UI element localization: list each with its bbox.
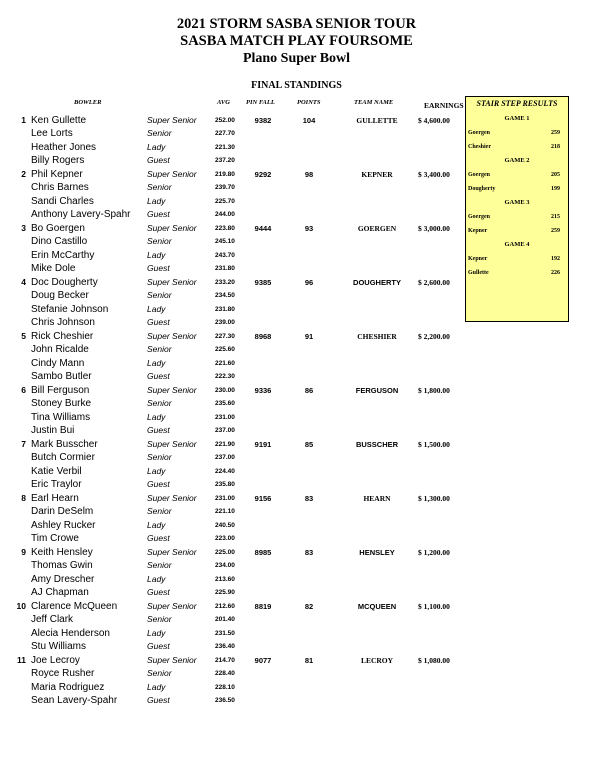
col-header-avg: AVG: [217, 99, 230, 106]
bowler-category: Super Senior: [147, 600, 197, 611]
stair-score: 226: [551, 270, 560, 276]
stair-player: Kepner: [468, 228, 488, 234]
stair-game-label: GAME 4: [504, 241, 530, 248]
team-earnings: $ 4,600.00: [418, 115, 450, 125]
stair-score: 199: [551, 186, 560, 192]
bowler-category: Super Senior: [147, 114, 197, 125]
stair-game-label: GAME 1: [504, 115, 530, 122]
bowler-average: 225.70: [215, 197, 235, 205]
table-row: [0, 613, 470, 627]
team-earnings: $ 1,200.00: [418, 547, 450, 557]
team-place: 1: [21, 114, 26, 125]
stair-score: 215: [551, 214, 560, 220]
table-row: [0, 343, 470, 357]
stair-result-row: [466, 140, 568, 154]
stair-game-label: GAME 2: [504, 157, 530, 164]
bowler-category: Lady: [147, 411, 166, 422]
table-row: [0, 262, 470, 276]
team-name: GOERGEN: [357, 223, 397, 233]
table-row: [0, 492, 470, 506]
table-row: [0, 586, 470, 600]
bowler-category: Senior: [147, 614, 172, 624]
bowler-average: 236.50: [215, 697, 235, 704]
bowler-category: Senior: [147, 236, 172, 246]
stair-score: 218: [551, 144, 560, 150]
bowler-category: Senior: [147, 128, 172, 138]
table-row: [0, 505, 470, 519]
table-row: [0, 127, 470, 141]
team-place: 4: [21, 276, 26, 287]
bowler-average: 212.60: [215, 602, 235, 610]
team-points: 96: [304, 277, 314, 287]
bowler-category: Super Senior: [147, 330, 197, 341]
table-row: [0, 559, 470, 573]
bowler-category: Senior: [147, 182, 172, 192]
stair-result-row: [466, 182, 568, 196]
bowler-category: Guest: [147, 371, 170, 381]
team-points: 83: [304, 493, 314, 503]
table-row: [0, 303, 470, 317]
team-earnings: $ 1,100.00: [418, 601, 450, 611]
table-row: [0, 397, 470, 411]
bowler-category: Super Senior: [147, 546, 197, 557]
team-earnings: $ 1,080.00: [418, 655, 450, 665]
bowler-average: 243.70: [215, 251, 235, 259]
table-row: [0, 519, 470, 533]
bowler-name: Thomas Gwin: [31, 560, 93, 571]
bowler-name: Bo Goergen: [31, 222, 85, 234]
table-row: [0, 276, 470, 290]
stair-score: 259: [551, 228, 560, 234]
bowler-average: 231.80: [215, 305, 235, 313]
team-pinfall: 9336: [254, 385, 272, 395]
bowler-name: Heather Jones: [31, 141, 97, 153]
bowler-average: 230.00: [215, 386, 235, 394]
bowler-name: Sambo Butler: [31, 371, 92, 382]
bowler-category: Guest: [147, 533, 170, 543]
stair-step-results-box: [465, 96, 569, 322]
stair-result-row: [466, 266, 568, 280]
team-pinfall: 9191: [254, 439, 272, 449]
bowler-category: Super Senior: [147, 276, 197, 287]
bowler-category: Senior: [147, 560, 172, 570]
stair-player: Kepner: [468, 256, 488, 262]
team-place: 7: [21, 438, 26, 449]
team-earnings: $ 3,400.00: [418, 169, 450, 179]
team-pinfall: 9444: [254, 223, 272, 233]
bowler-name: Stoney Burke: [31, 398, 92, 409]
bowler-average: 244.00: [215, 211, 235, 218]
team-points: 82: [304, 601, 314, 611]
stair-player: Dougherty: [468, 186, 496, 192]
team-place: 8: [21, 492, 26, 503]
table-row: [0, 235, 470, 249]
table-row: [0, 667, 470, 681]
team-pinfall: 9077: [254, 655, 272, 665]
bowler-average: 233.20: [215, 278, 235, 286]
bowler-name: John Ricalde: [31, 344, 89, 355]
bowler-average: 231.00: [215, 413, 235, 421]
bowler-name: Keith Hensley: [31, 546, 93, 558]
stair-player: Goergen: [468, 214, 490, 220]
bowler-name: Joe Lecroy: [31, 654, 80, 666]
team-name: DOUGHERTY: [353, 277, 401, 287]
stair-score: 192: [551, 256, 560, 262]
title-block: [0, 16, 593, 67]
final-standings-heading: FINAL STANDINGS: [251, 80, 342, 91]
bowler-category: Lady: [147, 681, 166, 692]
stair-game-label: GAME 3: [504, 199, 530, 206]
stair-result-row: [466, 224, 568, 238]
table-row: [0, 154, 470, 168]
bowler-name: Earl Hearn: [31, 492, 79, 504]
bowler-average: 221.30: [215, 143, 235, 151]
team-pinfall: 9156: [254, 493, 272, 503]
stair-game-header: [466, 112, 568, 126]
team-points: 104: [302, 115, 316, 125]
team-pinfall: 9385: [254, 277, 272, 287]
bowler-name: Stefanie Johnson: [31, 303, 109, 315]
bowler-average: 235.80: [215, 481, 235, 488]
stair-result-row: [466, 168, 568, 182]
team-name: HEARN: [363, 493, 391, 503]
team-name: HENSLEY: [359, 547, 395, 557]
bowler-category: Lady: [147, 627, 166, 638]
bowler-average: 252.00: [215, 116, 235, 124]
stair-player: Goergen: [468, 172, 490, 178]
bowler-category: Senior: [147, 668, 172, 678]
bowler-name: Royce Rusher: [31, 668, 95, 679]
table-row: [0, 208, 470, 222]
table-row: [0, 532, 470, 546]
team-name: BUSSCHER: [355, 439, 399, 449]
bowler-category: Guest: [147, 317, 170, 327]
team-place: 3: [21, 222, 26, 233]
bowler-category: Senior: [147, 398, 172, 408]
bowler-average: 223.00: [215, 535, 235, 542]
table-row: [0, 478, 470, 492]
bowler-average: 201.40: [215, 616, 235, 623]
team-points: 91: [304, 331, 314, 341]
stair-score: 205: [551, 172, 560, 178]
bowler-name: Doug Becker: [31, 290, 89, 301]
team-earnings: $ 3,000.00: [418, 223, 450, 233]
bowler-name: Jeff Clark: [31, 614, 74, 625]
bowler-category: Guest: [147, 695, 170, 705]
table-row: [0, 370, 470, 384]
table-row: [0, 424, 470, 438]
bowler-name: Butch Cormier: [31, 452, 95, 463]
team-points: 93: [304, 223, 314, 233]
bowler-name: Phil Kepner: [31, 168, 83, 180]
bowler-name: AJ Chapman: [31, 587, 89, 598]
table-row: [0, 289, 470, 303]
bowler-name: Justin Bui: [31, 425, 75, 436]
stair-score: 259: [551, 130, 560, 136]
bowler-average: 234.00: [215, 562, 235, 569]
team-points: 81: [304, 655, 314, 665]
bowler-average: 237.00: [215, 454, 235, 461]
team-pinfall: 9292: [254, 169, 272, 179]
bowler-name: Mark Busscher: [31, 438, 98, 450]
bowler-average: 231.00: [215, 494, 235, 502]
table-row: [0, 181, 470, 195]
bowler-average: 222.30: [215, 373, 235, 380]
bowler-name: Anthony Lavery-Spahr: [31, 209, 131, 220]
bowler-name: Mike Dole: [31, 263, 76, 274]
bowler-average: 214.70: [215, 656, 235, 664]
bowler-name: Sean Lavery-Spahr: [31, 695, 118, 706]
team-place: 9: [21, 546, 26, 557]
bowler-category: Super Senior: [147, 384, 197, 395]
team-place: 2: [21, 168, 26, 179]
team-points: 85: [304, 439, 314, 449]
bowler-category: Senior: [147, 452, 172, 462]
table-row: [0, 546, 470, 560]
team-place: 6: [21, 384, 26, 395]
bowler-average: 231.80: [215, 265, 235, 272]
bowler-category: Senior: [147, 506, 172, 516]
bowler-average: 231.50: [215, 629, 235, 637]
stair-game-header: [466, 154, 568, 168]
bowler-category: Senior: [147, 290, 172, 300]
stair-game-header: [466, 238, 568, 252]
bowler-average: 240.50: [215, 521, 235, 529]
event-title: SASBA MATCH PLAY FOURSOME: [180, 33, 413, 49]
table-row: [0, 168, 470, 182]
table-row: [0, 600, 470, 614]
bowler-name: Lee Lorts: [31, 128, 73, 139]
bowler-average: 234.50: [215, 292, 235, 299]
team-earnings: $ 1,800.00: [418, 385, 450, 395]
bowler-average: 225.90: [215, 589, 235, 596]
bowler-category: Lady: [147, 573, 166, 584]
bowler-name: Ashley Rucker: [31, 519, 96, 531]
bowler-name: Chris Johnson: [31, 317, 95, 328]
bowler-name: Eric Traylor: [31, 479, 82, 490]
bowler-category: Super Senior: [147, 168, 197, 179]
venue-title: Plano Super Bowl: [242, 51, 351, 66]
stair-step-title: STAIR STEP RESULTS: [476, 99, 558, 108]
team-earnings: $ 1,300.00: [418, 493, 450, 503]
bowler-average: 237.20: [215, 157, 235, 164]
table-row: [0, 438, 470, 452]
bowler-average: 235.60: [215, 400, 235, 407]
bowler-average: 221.60: [215, 359, 235, 367]
team-pinfall: 8819: [254, 601, 272, 611]
team-pinfall: 9382: [254, 115, 272, 125]
table-row: [0, 640, 470, 654]
bowler-category: Lady: [147, 141, 166, 152]
bowler-name: Darin DeSelm: [31, 506, 94, 517]
bowler-name: Maria Rodriguez: [31, 681, 105, 693]
stair-player: Gullette: [468, 270, 489, 276]
bowler-name: Alecia Henderson: [31, 627, 110, 639]
bowler-average: 225.00: [215, 548, 235, 556]
bowler-category: Guest: [147, 425, 170, 435]
stair-game-header: [466, 196, 568, 210]
col-header-bowler: BOWLER: [74, 99, 102, 106]
bowler-category: Lady: [147, 465, 166, 476]
team-name: KEPNER: [361, 169, 393, 179]
team-place: 5: [21, 330, 26, 341]
bowler-name: Dino Castillo: [31, 236, 88, 247]
table-row: [0, 573, 470, 587]
team-earnings: $ 1,500.00: [418, 439, 450, 449]
bowler-average: 228.10: [215, 683, 235, 691]
table-row: [0, 465, 470, 479]
bowler-average: 213.60: [215, 575, 235, 583]
stair-result-row: [466, 252, 568, 266]
team-points: 86: [304, 385, 314, 395]
bowler-average: 221.10: [215, 508, 235, 515]
bowler-name: Katie Verbil: [31, 465, 82, 477]
bowler-name: Clarence McQueen: [31, 600, 118, 612]
bowler-average: 245.10: [215, 238, 235, 245]
table-row: [0, 249, 470, 263]
bowler-name: Bill Ferguson: [31, 384, 90, 396]
team-name: MCQUEEN: [357, 601, 397, 611]
team-earnings: $ 2,600.00: [418, 277, 450, 287]
table-row: [0, 222, 470, 236]
bowler-name: Erin McCarthy: [31, 249, 95, 261]
bowler-category: Senior: [147, 344, 172, 354]
table-row: [0, 141, 470, 155]
stair-player: Cheshier: [468, 144, 491, 150]
bowler-name: Doc Dougherty: [31, 276, 98, 288]
table-row: [0, 681, 470, 695]
bowler-category: Guest: [147, 209, 170, 219]
bowler-average: 237.00: [215, 427, 235, 434]
bowler-category: Super Senior: [147, 654, 197, 665]
table-row: [0, 654, 470, 668]
bowler-average: 239.70: [215, 184, 235, 191]
page-title: 2021 STORM SASBA SENIOR TOUR: [176, 16, 417, 32]
team-place: 10: [16, 600, 26, 611]
table-row: [0, 316, 470, 330]
table-row: [0, 195, 470, 209]
bowler-category: Guest: [147, 479, 170, 489]
team-name: FERGUSON: [355, 385, 399, 395]
team-pinfall: 8985: [254, 547, 272, 557]
bowler-name: Sandi Charles: [31, 195, 94, 207]
stair-player: Goergen: [468, 130, 490, 136]
team-points: 98: [304, 169, 314, 179]
bowler-name: Rick Cheshier: [31, 330, 94, 342]
bowler-average: 227.30: [215, 332, 235, 340]
team-place: 11: [17, 654, 26, 665]
bowler-category: Guest: [147, 263, 170, 273]
stair-result-row: [466, 210, 568, 224]
bowler-average: 228.40: [215, 670, 235, 677]
bowler-name: Chris Barnes: [31, 182, 89, 193]
bowler-category: Lady: [147, 519, 166, 530]
col-header-points: POINTS: [297, 99, 321, 106]
bowler-average: 223.80: [215, 224, 235, 232]
bowler-average: 239.00: [215, 319, 235, 326]
bowler-average: 219.80: [215, 170, 235, 178]
bowler-category: Lady: [147, 357, 166, 368]
table-row: [0, 330, 470, 344]
table-row: [0, 384, 470, 398]
bowler-name: Ken Gullette: [31, 114, 87, 126]
bowler-category: Guest: [147, 587, 170, 597]
table-row: [0, 451, 470, 465]
table-row: [0, 694, 470, 708]
bowler-category: Guest: [147, 641, 170, 651]
col-header-pinfall: PIN FALL: [246, 99, 275, 106]
table-row: [0, 114, 470, 128]
bowler-category: Super Senior: [147, 222, 197, 233]
bowler-name: Cindy Mann: [31, 357, 85, 369]
bowler-category: Lady: [147, 249, 166, 260]
stair-result-row: [466, 126, 568, 140]
bowler-average: 236.40: [215, 643, 235, 650]
bowler-category: Guest: [147, 155, 170, 165]
bowler-name: Tim Crowe: [31, 533, 79, 544]
bowler-category: Lady: [147, 195, 166, 206]
bowler-category: Super Senior: [147, 492, 197, 503]
bowler-average: 221.90: [215, 440, 235, 448]
bowler-category: Super Senior: [147, 438, 197, 449]
col-header-earnings: EARNINGS: [424, 101, 464, 110]
team-pinfall: 8968: [254, 331, 272, 341]
table-row: [0, 411, 470, 425]
bowler-name: Tina Williams: [31, 411, 91, 423]
team-name: GULLETTE: [356, 115, 398, 125]
table-row: [0, 357, 470, 371]
team-name: CHESHIER: [357, 331, 397, 341]
team-name: LECROY: [360, 655, 394, 665]
bowler-name: Billy Rogers: [31, 155, 85, 166]
bowler-category: Lady: [147, 303, 166, 314]
bowler-name: Amy Drescher: [31, 573, 95, 585]
team-points: 83: [304, 547, 314, 557]
bowler-average: 224.40: [215, 467, 235, 475]
team-earnings: $ 2,200.00: [418, 331, 450, 341]
bowler-average: 225.60: [215, 346, 235, 353]
bowler-average: 227.70: [215, 130, 235, 137]
col-header-team: TEAM NAME: [354, 99, 394, 106]
bowler-name: Stu Williams: [31, 641, 87, 652]
table-row: [0, 627, 470, 641]
